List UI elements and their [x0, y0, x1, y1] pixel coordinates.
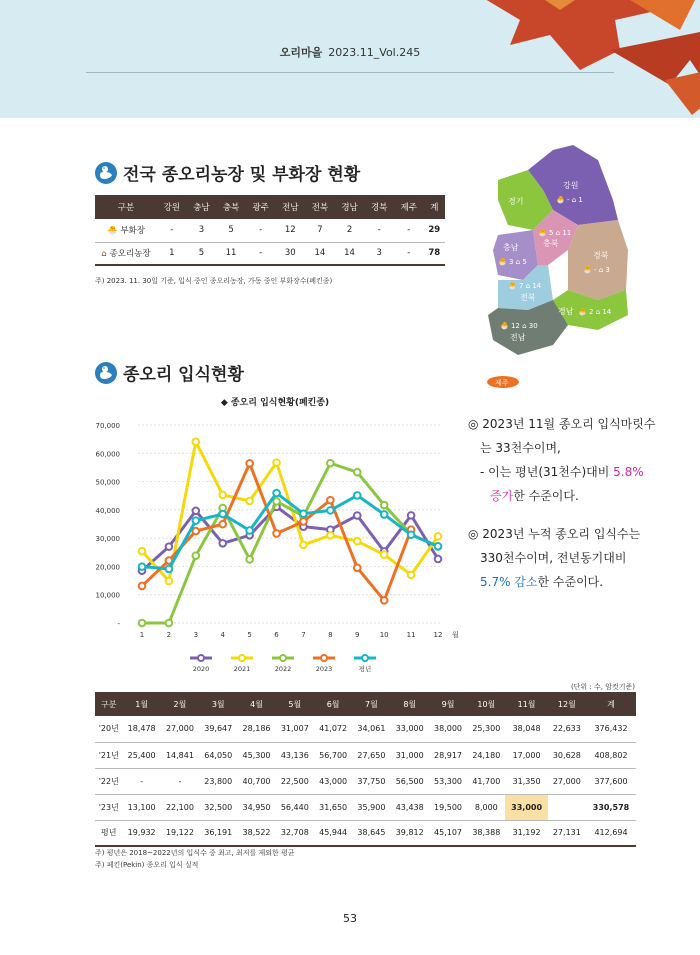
col-header: 구분	[95, 692, 123, 716]
duck-icon	[95, 162, 117, 184]
table2-note-1: 주) 평년은 2018~2022년의 입식수 중 최고, 최저를 제외한 평균	[95, 849, 295, 857]
cell: 31,000	[391, 742, 429, 768]
table-row	[95, 716, 636, 742]
cell: 3	[187, 219, 217, 242]
cell: 41,700	[467, 768, 505, 794]
data-point	[219, 492, 226, 499]
data-point	[327, 497, 334, 504]
col-header: 12월	[548, 692, 586, 716]
table-row	[95, 820, 636, 846]
map-label-jeju: 제주	[495, 379, 509, 387]
x-tick-label: 9	[355, 631, 360, 639]
data-point	[246, 556, 253, 563]
bullet1-line1: ◎ 2023년 11월 종오리 입식마릿수	[468, 417, 656, 431]
table-row	[95, 794, 636, 820]
data-point	[435, 543, 442, 550]
map-label-gyeongnam: 경남	[558, 307, 574, 316]
x-tick-label: 8	[328, 631, 333, 639]
section1-title: 전국 종오리농장 및 부화장 현황	[123, 165, 361, 185]
cell: 2	[335, 219, 365, 242]
data-point	[327, 460, 334, 467]
data-point	[246, 498, 253, 505]
cell: 13,100	[123, 794, 161, 820]
data-point	[193, 517, 200, 524]
cell: 22,100	[161, 794, 199, 820]
data-point	[300, 518, 307, 525]
row-label-text: 종오리농장	[109, 249, 151, 260]
data-point	[354, 469, 361, 476]
cell: 45,300	[237, 742, 275, 768]
data-point	[327, 507, 334, 514]
issue-label: 2023.11_Vol.245	[328, 46, 421, 59]
x-unit-label: 월	[452, 631, 459, 639]
cell: 24,180	[467, 742, 505, 768]
cell: -	[246, 242, 276, 265]
bullet2-tail: 한 수준이다.	[537, 575, 604, 589]
cell: 27,650	[352, 742, 390, 768]
y-tick-label: 20,000	[95, 563, 120, 572]
cell: 35,900	[352, 794, 390, 820]
col-header: 1월	[123, 692, 161, 716]
x-tick-label: 2	[166, 631, 172, 639]
series-line-평년	[142, 493, 438, 569]
map-count-jeonnam: 🐣 12 ⌂ 30	[500, 322, 538, 330]
cell: -	[246, 219, 276, 242]
map-count-gyeongbuk: 🐣 - ⌂ 3	[583, 266, 610, 274]
bullet2-line2: 330천수이며, 전년동기대비	[480, 551, 627, 565]
cell: 5	[216, 219, 246, 242]
cell: 27,000	[548, 768, 586, 794]
bullet1-line4	[468, 484, 678, 508]
y-tick-label: 50,000	[95, 478, 120, 487]
duck-icon	[95, 362, 117, 384]
monthly-stocking-table	[95, 692, 636, 847]
row-label: '23년	[95, 794, 123, 820]
y-tick-label: 60,000	[95, 450, 120, 459]
bullet1-text: - 이는 평년(31천수)대비	[480, 465, 614, 479]
cell: 22,500	[276, 768, 314, 794]
table-row	[95, 242, 445, 265]
cell: 36,191	[199, 820, 237, 846]
increase-rate: 5.8%	[613, 465, 644, 479]
bullet1-line2: 는 33천수이며,	[480, 441, 561, 455]
chart-title: ◆ 종오리 입식현황(폐킨종)	[220, 398, 330, 408]
data-point	[166, 578, 173, 585]
cell: 53,300	[429, 768, 467, 794]
cell: 34,950	[237, 794, 275, 820]
data-point	[354, 492, 361, 499]
cell: 38,645	[352, 820, 390, 846]
cell: 30,628	[548, 742, 586, 768]
row-label-text: 부화장	[120, 226, 145, 237]
map-count-chungbuk: 🐣 5 ⌂ 11	[538, 229, 572, 237]
table-header-row	[95, 195, 445, 219]
data-point	[193, 439, 200, 446]
data-point	[381, 551, 388, 558]
legend-label: 2020	[192, 665, 210, 673]
col-header: 3월	[199, 692, 237, 716]
cell: 56,700	[314, 742, 352, 768]
map-label-gyeongbuk: 경북	[593, 251, 609, 260]
map-label-gangwon: 강원	[563, 181, 579, 190]
data-point	[435, 556, 442, 563]
cell: 31,192	[505, 820, 547, 846]
cell: 33,000	[391, 716, 429, 742]
legend-marker	[198, 655, 204, 661]
data-point	[354, 565, 361, 572]
col-header: 계	[586, 692, 636, 716]
summary-text	[468, 412, 678, 594]
cell: 27,000	[161, 716, 199, 742]
cell: 38,388	[467, 820, 505, 846]
data-point	[327, 532, 334, 539]
cell: 38,522	[237, 820, 275, 846]
table-row	[95, 742, 636, 768]
data-point	[408, 512, 415, 519]
map-count-jeonbuk: 🐣 7 ⌂ 14	[508, 282, 542, 290]
data-point	[139, 583, 146, 590]
bullet2-line1: ◎ 2023년 누적 종오리 입식수는	[468, 527, 641, 541]
col-header: 경남	[335, 195, 365, 219]
x-tick-label: 3	[193, 631, 199, 639]
bullet1-tail: 한 수준이다.	[513, 489, 579, 503]
cell-total: 330,578	[586, 794, 636, 820]
cell: -	[157, 219, 187, 242]
data-point	[246, 460, 253, 467]
series-line-2021	[142, 442, 438, 581]
data-point	[273, 490, 280, 497]
cell: 31,650	[314, 794, 352, 820]
header-divider	[86, 72, 614, 73]
region-gyeongbuk	[568, 220, 628, 300]
section2-title: 종오리 입식현황	[123, 365, 244, 385]
cell: 39,812	[391, 820, 429, 846]
cell: 39,647	[199, 716, 237, 742]
row-label: '22년	[95, 768, 123, 794]
row-label: 평년	[95, 820, 123, 846]
data-point	[381, 511, 388, 518]
col-header: 전북	[305, 195, 335, 219]
legend-label: 2021	[233, 665, 251, 673]
data-point	[273, 459, 280, 466]
decrease-rate: 5.7% 감소	[480, 575, 538, 589]
data-point	[139, 620, 146, 627]
map-label-jeonbuk: 전북	[520, 293, 536, 302]
data-point	[166, 620, 173, 627]
cell: 45,107	[429, 820, 467, 846]
row-label	[95, 219, 157, 242]
cell: 17,000	[505, 742, 547, 768]
data-point	[166, 566, 173, 573]
y-tick-label: 40,000	[95, 506, 120, 515]
data-point	[139, 563, 146, 570]
map-count-gyeongnam: 🐣 2 ⌂ 14	[578, 308, 612, 316]
cell: 19,500	[429, 794, 467, 820]
col-header: 계	[424, 195, 445, 219]
col-header: 10월	[467, 692, 505, 716]
x-tick-label: 12	[433, 631, 443, 639]
cell: 8,000	[467, 794, 505, 820]
table-header-row	[95, 692, 636, 716]
cell: 43,000	[314, 768, 352, 794]
cell-total: 78	[424, 242, 445, 265]
increase-word: 증가	[490, 489, 514, 503]
col-header: 9월	[429, 692, 467, 716]
cell: 33,000	[505, 794, 547, 820]
col-header: 2월	[161, 692, 199, 716]
table-row	[95, 768, 636, 794]
page-number: 53	[343, 912, 357, 925]
cell: 14,841	[161, 742, 199, 768]
cell: 56,500	[391, 768, 429, 794]
cell-total: 408,802	[586, 742, 636, 768]
data-point	[139, 548, 146, 555]
data-point	[273, 530, 280, 537]
chart-svg	[90, 395, 460, 680]
cell: 32,500	[199, 794, 237, 820]
data-point	[300, 541, 307, 548]
col-header: 전남	[276, 195, 306, 219]
cell: 28,917	[429, 742, 467, 768]
data-point	[273, 498, 280, 505]
data-point	[166, 543, 173, 550]
y-tick-label: -	[117, 620, 120, 628]
map-count-chungnam: 🐣 3 ⌂ 5	[498, 258, 527, 266]
data-point	[246, 527, 253, 534]
cell: 43,438	[391, 794, 429, 820]
cell: -	[394, 219, 424, 242]
x-tick-label: 5	[247, 631, 252, 639]
cell: 31,007	[276, 716, 314, 742]
cell: 5	[187, 242, 217, 265]
cell: 27,131	[548, 820, 586, 846]
map-label-gyeonggi: 경기	[508, 197, 524, 206]
y-tick-label: 70,000	[95, 422, 120, 430]
cell: 64,050	[199, 742, 237, 768]
x-tick-label: 11	[406, 631, 416, 639]
cell: 14	[305, 242, 335, 265]
cell: 25,400	[123, 742, 161, 768]
col-header: 5월	[276, 692, 314, 716]
korea-map	[478, 140, 638, 390]
data-point	[381, 597, 388, 604]
cell: 34,061	[352, 716, 390, 742]
data-point	[354, 538, 361, 545]
col-header: 충북	[216, 195, 246, 219]
map-count-gangwon: 🐣 - ⌂ 1	[556, 196, 583, 204]
col-header: 충남	[187, 195, 217, 219]
cell: 56,440	[276, 794, 314, 820]
legend-marker	[280, 655, 286, 661]
col-header: 7월	[352, 692, 390, 716]
cell: 18,478	[123, 716, 161, 742]
map-label-jeonnam: 전남	[510, 333, 526, 342]
bullet1-line3	[468, 460, 678, 484]
cell: -	[364, 219, 394, 242]
cell: -	[123, 768, 161, 794]
cell: 41,072	[314, 716, 352, 742]
col-header: 강원	[157, 195, 187, 219]
legend-label: 평년	[358, 665, 372, 673]
map-label-chungnam: 충남	[503, 243, 519, 252]
cell: 14	[335, 242, 365, 265]
magazine-name: 오리마을	[279, 46, 323, 59]
cell: 3	[364, 242, 394, 265]
header-title	[0, 44, 700, 60]
chick-icon: 🐣	[107, 226, 118, 237]
cell: 45,944	[314, 820, 352, 846]
cell: 19,122	[161, 820, 199, 846]
unit-label: (단위 : 수, 암컷기준)	[570, 683, 635, 691]
cell: 12	[276, 219, 306, 242]
cell-total: 412,694	[586, 820, 636, 846]
col-header: 구분	[95, 195, 157, 219]
col-header: 11월	[505, 692, 547, 716]
data-point	[219, 511, 226, 518]
col-header: 제주	[394, 195, 424, 219]
x-tick-label: 10	[379, 631, 389, 639]
legend-marker	[321, 655, 327, 661]
data-point	[193, 528, 200, 535]
data-point	[219, 521, 226, 528]
cell: 11	[216, 242, 246, 265]
x-tick-label: 6	[274, 631, 279, 639]
row-label	[95, 242, 157, 265]
cell: 23,800	[199, 768, 237, 794]
farm-hatchery-table	[95, 195, 445, 266]
cell: 1	[157, 242, 187, 265]
data-point	[435, 533, 442, 540]
table-row	[95, 219, 445, 242]
col-header: 8월	[391, 692, 429, 716]
col-header: 4월	[237, 692, 275, 716]
cell: -	[161, 768, 199, 794]
data-point	[408, 572, 415, 579]
data-point	[408, 531, 415, 538]
page-header	[0, 0, 700, 118]
cell: 32,708	[276, 820, 314, 846]
x-tick-label: 1	[139, 631, 145, 639]
table-note: 주) 2023. 11. 30일 기준, 입식 중인 종오리농장, 가동 중인 부화장수(폐킨종)	[95, 277, 333, 285]
cell: 43,136	[276, 742, 314, 768]
legend-label: 2023	[315, 665, 333, 673]
data-point	[300, 510, 307, 517]
x-tick-label: 7	[301, 631, 306, 639]
section2-heading	[95, 360, 244, 385]
map-label-chungbuk: 충북	[543, 239, 559, 248]
cell: 19,932	[123, 820, 161, 846]
col-header: 경북	[364, 195, 394, 219]
cell: 22,633	[548, 716, 586, 742]
line-chart	[90, 395, 460, 685]
cell-total: 376,432	[586, 716, 636, 742]
cell: 28,186	[237, 716, 275, 742]
cell-total: 377,600	[586, 768, 636, 794]
row-label: '20년	[95, 716, 123, 742]
col-header: 6월	[314, 692, 352, 716]
legend-marker	[239, 655, 245, 661]
cell: 31,350	[505, 768, 547, 794]
table2-note-2: 주) 페킨(Pekin) 종오리 입식 실적	[95, 861, 199, 869]
data-point	[381, 502, 388, 509]
cell: 7	[305, 219, 335, 242]
bullet2-line3	[468, 570, 678, 594]
data-point	[193, 552, 200, 559]
cell: -	[394, 242, 424, 265]
legend-marker	[362, 655, 368, 661]
col-header: 광주	[246, 195, 276, 219]
data-point	[219, 540, 226, 547]
data-point	[193, 508, 200, 515]
legend-label: 2022	[274, 665, 292, 673]
data-point	[354, 512, 361, 519]
cell: 37,750	[352, 768, 390, 794]
row-label: '21년	[95, 742, 123, 768]
cell: 30	[276, 242, 306, 265]
y-tick-label: 10,000	[95, 591, 120, 600]
cell	[548, 794, 586, 820]
cell: 40,700	[237, 768, 275, 794]
x-tick-label: 4	[220, 631, 225, 639]
section1-heading	[95, 160, 360, 185]
cell-total: 29	[424, 219, 445, 242]
cell: 38,048	[505, 716, 547, 742]
cell: 25,300	[467, 716, 505, 742]
cell: 38,000	[429, 716, 467, 742]
y-tick-label: 30,000	[95, 535, 120, 544]
farm-house-icon: ⌂	[101, 249, 107, 260]
